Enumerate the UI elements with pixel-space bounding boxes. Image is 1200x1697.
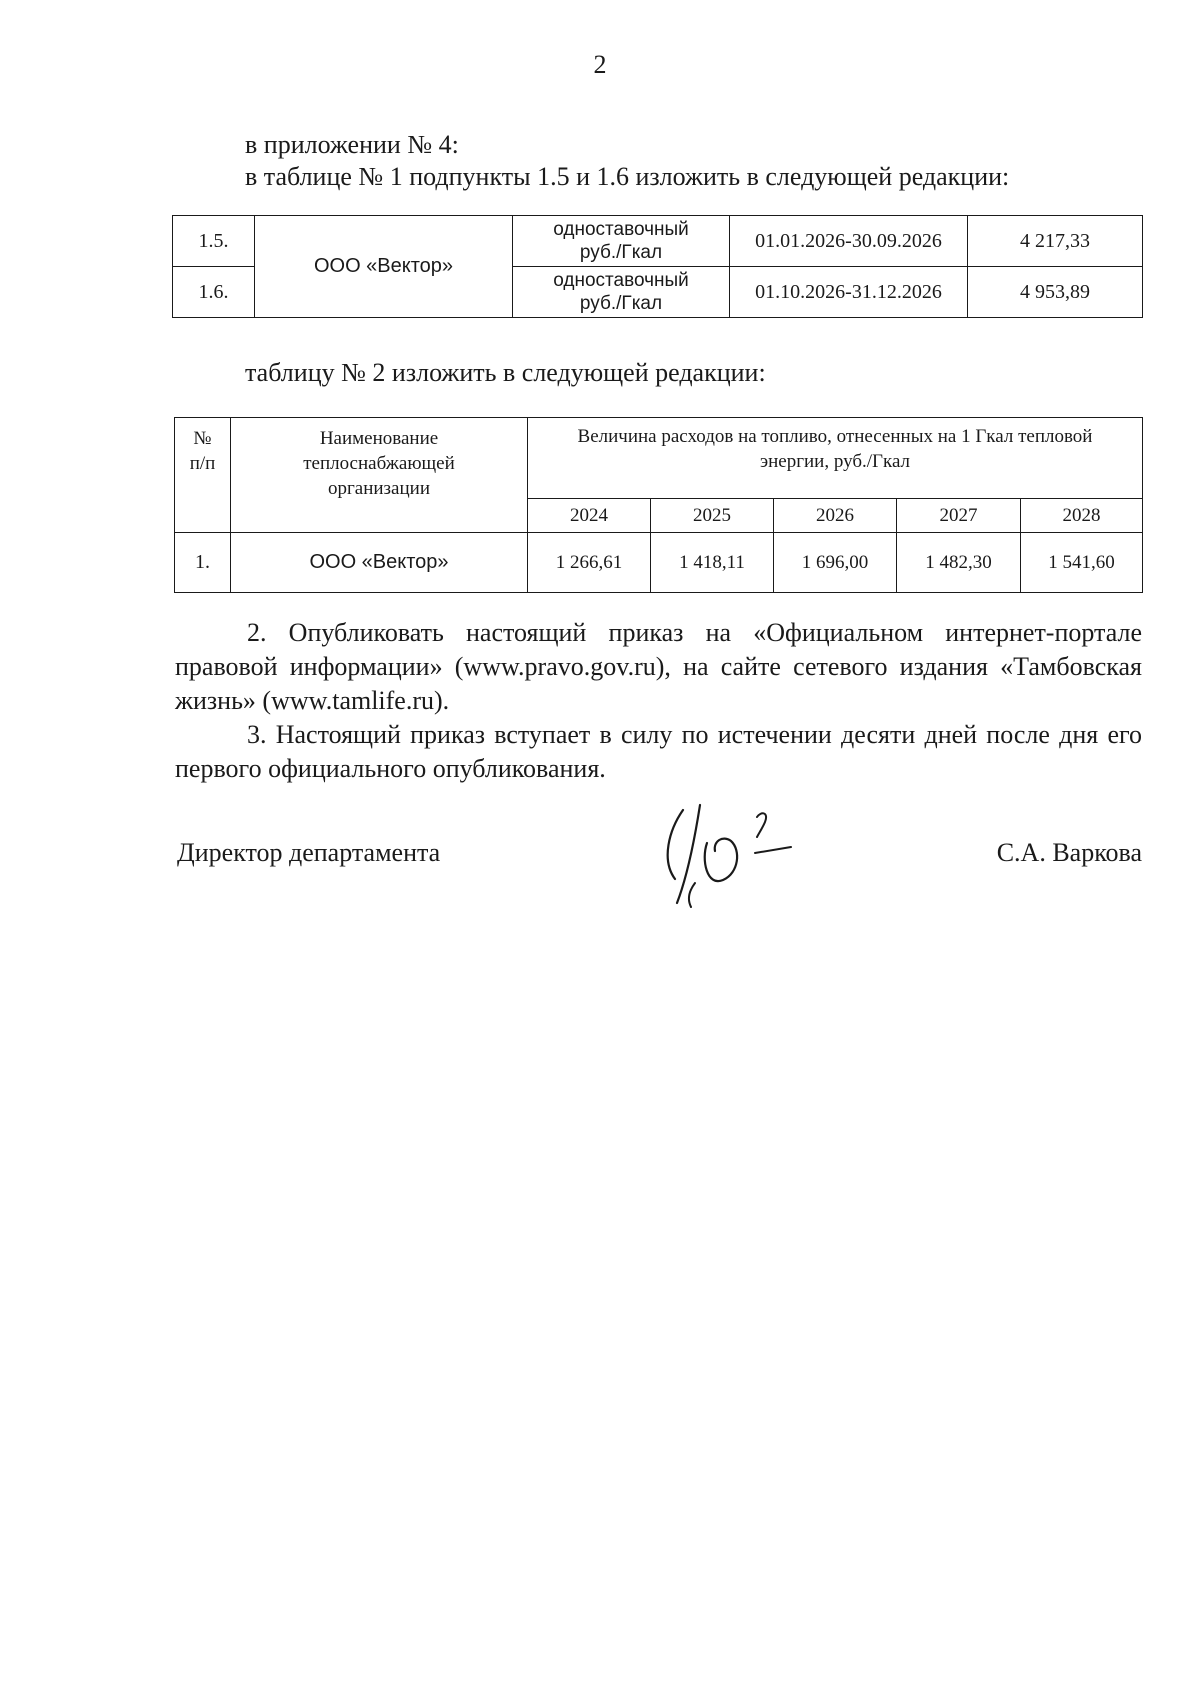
header-organization: Наименование теплоснабжающей организации: [231, 418, 528, 533]
paragraph-effective-date: [175, 718, 1142, 786]
tariff-period: 01.10.2026-31.12.2026: [730, 267, 968, 318]
tariff-type: одноставочный: [553, 219, 689, 240]
table-header-row: [175, 418, 1143, 499]
handwritten-signature: [655, 795, 825, 910]
header-year: 2024: [528, 499, 651, 533]
tariff-type-cell: [513, 216, 730, 267]
tariff-type: одноставочный: [553, 270, 689, 291]
intro-line-appendix: в приложении № 4:: [245, 130, 459, 159]
paragraph-text: 2. Опубликовать настоящий приказ на «Официальном интернет-портале правовой информации» (www.pravo.gov.ru), на сайте сетевого издания «Тамбовская жизнь» (www.tamlife.ru).: [175, 618, 1142, 715]
row-number: 1.: [175, 533, 231, 593]
intro-line-table1: в таблице № 1 подпункты 1.5 и 1.6 изложить в следующей редакции:: [245, 162, 1010, 191]
fuel-cost-value: 1 418,11: [651, 533, 774, 593]
fuel-cost-value: 1 541,60: [1021, 533, 1143, 593]
organization-name: ООО «Вектор»: [255, 216, 513, 318]
signatory-name: С.А. Варкова: [996, 838, 1142, 867]
header-number: [175, 418, 231, 533]
header-year: 2028: [1021, 499, 1143, 533]
tariff-unit: руб./Гкал: [579, 293, 663, 314]
table-row: [175, 533, 1143, 593]
signatory-position: Директор департамента: [177, 838, 441, 867]
fuel-cost-value: 1 482,30: [897, 533, 1021, 593]
paragraph-text: 3. Настоящий приказ вступает в силу по истечении десяти дней после дня его первого официального опубликования.: [175, 720, 1142, 783]
page-number: 2: [593, 50, 607, 79]
header-year: 2027: [897, 499, 1021, 533]
row-number: 1.5.: [173, 216, 255, 267]
header-number-text: № п/п: [189, 428, 216, 474]
tariff-value: 4 217,33: [968, 216, 1143, 267]
header-year: 2025: [651, 499, 774, 533]
tariff-period: 01.01.2026-30.09.2026: [730, 216, 968, 267]
organization-name: ООО «Вектор»: [231, 533, 528, 593]
tariff-value: 4 953,89: [968, 267, 1143, 318]
header-fuel-costs: Величина расходов на топливо, отнесенных на 1 Гкал тепловой энергии, руб./Гкал: [528, 418, 1143, 499]
table-2: [174, 417, 1143, 593]
tariff-unit: руб./Гкал: [579, 242, 663, 263]
row-number: 1.6.: [173, 267, 255, 318]
table-1: [172, 215, 1143, 318]
paragraph-publication: [175, 616, 1142, 718]
fuel-cost-value: 1 266,61: [528, 533, 651, 593]
table-row: [173, 216, 1143, 267]
intro-line-table2: таблицу № 2 изложить в следующей редакции:: [245, 358, 766, 387]
fuel-cost-value: 1 696,00: [774, 533, 897, 593]
tariff-type-cell: [513, 267, 730, 318]
header-year: 2026: [774, 499, 897, 533]
